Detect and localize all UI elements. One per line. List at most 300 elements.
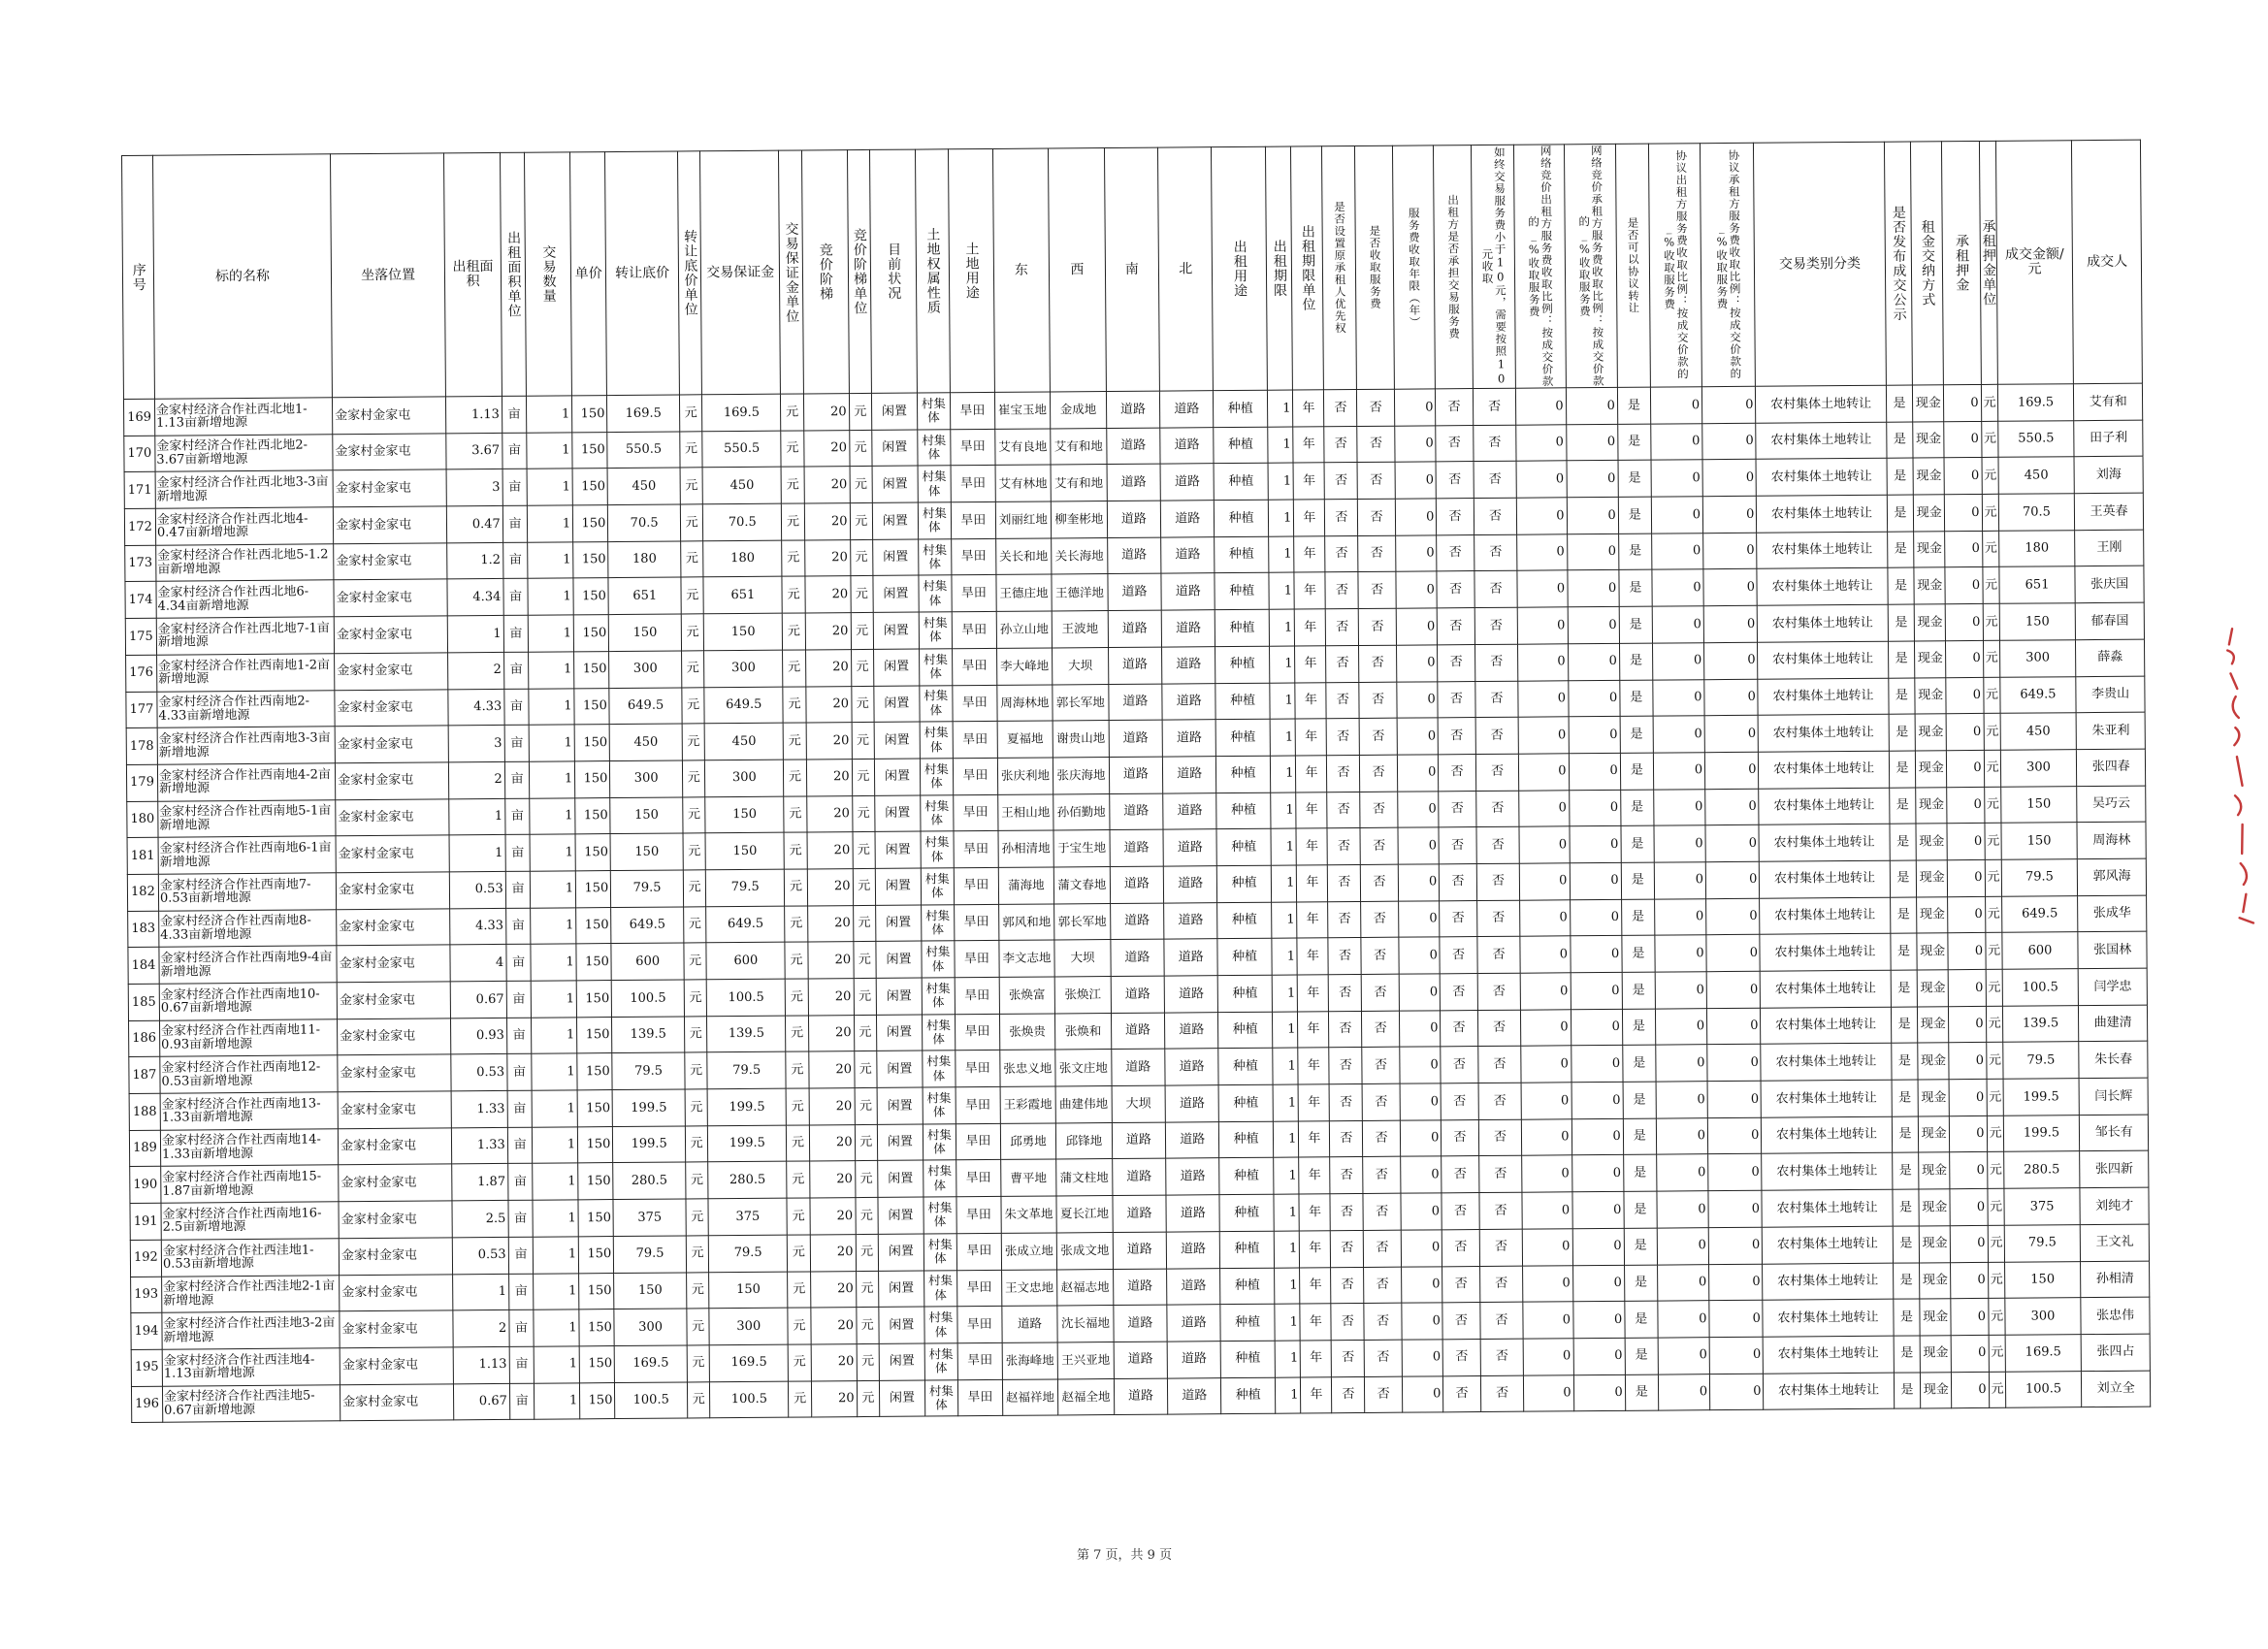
cell-area: 4.33 [450, 908, 506, 945]
cell-area-unit: 亩 [504, 689, 530, 726]
cell-status: 闲置 [874, 759, 920, 795]
cell-category: 农村集体土地转让 [1764, 1373, 1894, 1410]
cell-step-unit: 元 [857, 1343, 880, 1380]
cell-net-lessee-rate: 0 [1567, 534, 1619, 570]
cell-step-unit: 元 [849, 430, 872, 467]
col-header-fee: 是否收取服务费 [1355, 146, 1394, 389]
cell-area-unit: 亩 [507, 1164, 533, 1201]
cell-fee: 否 [1357, 463, 1395, 500]
cell-fee-years: 0 [1400, 1047, 1442, 1083]
cell-price: 150 [572, 469, 607, 505]
cell-net-lessor-rate: 0 [1517, 498, 1567, 534]
cell-west: 蒲文柱地 [1056, 1159, 1113, 1196]
cell-pay-method: 现金 [1913, 421, 1944, 458]
cell-south: 道路 [1107, 501, 1161, 537]
cell-pay-method: 现金 [1921, 1372, 1952, 1408]
cell-no: 191 [130, 1203, 161, 1240]
cell-min-fee: 否 [1475, 791, 1519, 827]
cell-fee: 否 [1362, 1083, 1400, 1120]
cell-base-unit: 元 [684, 980, 707, 1017]
cell-rent-use: 种植 [1219, 1084, 1274, 1121]
cell-lessor-fee: 否 [1436, 389, 1474, 426]
cell-net-lessee-rate: 0 [1572, 1228, 1625, 1265]
cell-term-unit: 年 [1300, 1304, 1331, 1341]
cell-fee-years: 0 [1402, 1303, 1443, 1340]
cell-lessor-fee: 否 [1442, 1229, 1480, 1266]
cell-fee: 否 [1359, 645, 1397, 682]
cell-min-fee: 否 [1474, 644, 1518, 681]
cell-net-lessor-rate: 0 [1517, 570, 1567, 607]
cell-agreement: 是 [1625, 1338, 1658, 1374]
col-header-qty: 交易数量 [525, 152, 572, 396]
cell-priority: 否 [1328, 864, 1361, 901]
cell-term-unit: 年 [1296, 828, 1327, 865]
cell-ownership: 村集体 [919, 649, 952, 686]
cell-pay-method: 现金 [1915, 677, 1946, 714]
cell-rent-use: 种植 [1215, 536, 1269, 573]
cell-south: 道路 [1110, 903, 1164, 940]
cell-east: 王德庄地 [996, 574, 1053, 611]
cell-location: 金家村金家屯 [333, 434, 446, 471]
cell-step: 20 [808, 1015, 854, 1051]
cell-term: 1 [1268, 536, 1294, 573]
cell-qty: 1 [527, 396, 572, 433]
cell-priority: 否 [1331, 1304, 1364, 1341]
cell-west: 关长海地 [1052, 537, 1108, 574]
cell-step-unit: 元 [850, 502, 873, 539]
cell-location: 金家村金家屯 [334, 616, 447, 654]
cell-amount: 649.5 [1999, 676, 2076, 713]
cell-net-lessee-rate: 0 [1571, 1118, 1624, 1155]
cell-step-unit: 元 [853, 942, 876, 979]
cell-priority: 否 [1331, 1267, 1364, 1304]
cell-step-unit: 元 [850, 539, 873, 576]
cell-term: 1 [1270, 683, 1296, 720]
cell-net-lessee-rate: 0 [1571, 1082, 1624, 1118]
cell-agr-lessor-rate: 0 [1658, 1301, 1710, 1338]
cell-priority: 否 [1330, 1157, 1363, 1194]
cell-net-lessor-rate: 0 [1516, 461, 1566, 498]
cell-agr-lessee-rate: 0 [1702, 496, 1757, 533]
cell-priority: 否 [1330, 1120, 1363, 1157]
col-header-amount: 成交金额/元 [1995, 141, 2074, 385]
cell-base-price: 150 [609, 614, 682, 651]
cell-min-fee: 否 [1480, 1302, 1524, 1339]
cell-publish: 是 [1893, 1299, 1920, 1336]
cell-area-unit: 亩 [509, 1383, 535, 1420]
cell-net-lessee-rate: 0 [1569, 790, 1621, 826]
cell-min-fee: 否 [1476, 900, 1520, 937]
cell-east: 李文志地 [999, 940, 1055, 977]
land-lease-table [121, 140, 2151, 1424]
cell-net-lessee-rate: 0 [1573, 1338, 1626, 1374]
cell-term: 1 [1274, 1194, 1300, 1231]
cell-west: 赵福全地 [1058, 1378, 1115, 1415]
cell-fee-years: 0 [1400, 1083, 1442, 1120]
cell-deposit: 450 [702, 468, 781, 504]
cell-west: 夏长江地 [1056, 1196, 1113, 1233]
cell-publish: 是 [1888, 604, 1915, 641]
cell-rent-use: 种植 [1219, 1194, 1274, 1231]
cell-base-price: 375 [613, 1199, 686, 1236]
cell-agr-lessee-rate: 0 [1709, 1264, 1764, 1301]
cell-agr-lessor-rate: 0 [1655, 935, 1707, 972]
cell-ownership: 村集体 [923, 1197, 956, 1234]
cell-name: 金家村经济合作社西南地3-3亩新增地源 [157, 727, 335, 764]
cell-south: 道路 [1112, 1159, 1166, 1196]
cell-buyer: 刘海 [2074, 457, 2143, 494]
cell-publish: 是 [1891, 970, 1918, 1007]
cell-lessor-fee: 否 [1442, 1156, 1479, 1193]
cell-fee: 否 [1359, 608, 1397, 645]
cell-publish: 是 [1893, 1189, 1920, 1226]
cell-land-use: 旱田 [954, 867, 998, 904]
cell-publish: 是 [1888, 641, 1915, 678]
cell-lessor-fee: 否 [1442, 1303, 1480, 1340]
cell-area: 1 [449, 798, 505, 835]
cell-area: 1.2 [447, 542, 503, 579]
cell-pledge-unit: 元 [1987, 1116, 2003, 1152]
cell-agr-lessee-rate: 0 [1709, 1337, 1764, 1374]
cell-agr-lessor-rate: 0 [1654, 789, 1706, 825]
cell-fee-years: 0 [1398, 900, 1440, 937]
cell-publish: 是 [1893, 1226, 1920, 1263]
cell-qty: 1 [530, 834, 575, 871]
cell-deposit: 199.5 [708, 1125, 787, 1162]
cell-step-unit: 元 [856, 1234, 879, 1271]
cell-name: 金家村经济合作社西南地2-4.33亩新增地源 [157, 690, 335, 728]
cell-agr-lessor-rate: 0 [1652, 569, 1704, 606]
cell-rent-use: 种植 [1218, 1049, 1273, 1085]
cell-base-unit: 元 [681, 614, 704, 651]
cell-term: 1 [1275, 1377, 1301, 1414]
cell-price: 150 [577, 1090, 612, 1127]
cell-area-unit: 亩 [506, 1018, 532, 1054]
cell-agr-lessee-rate: 0 [1705, 789, 1760, 825]
cell-step: 20 [809, 1088, 855, 1125]
cell-lessor-fee: 否 [1442, 1119, 1479, 1156]
cell-north: 道路 [1162, 646, 1216, 683]
cell-deposit: 600 [706, 942, 785, 979]
cell-south: 道路 [1111, 1013, 1165, 1050]
cell-term: 1 [1274, 1267, 1300, 1304]
cell-pledge: 0 [1945, 604, 1983, 641]
cell-pledge-unit: 元 [1989, 1335, 2005, 1372]
cell-agr-lessee-rate: 0 [1703, 533, 1758, 569]
cell-deposit: 150 [704, 613, 783, 650]
cell-south: 道路 [1113, 1232, 1167, 1269]
cell-priority: 否 [1326, 609, 1359, 646]
cell-step-unit: 元 [857, 1380, 880, 1417]
cell-rent-use: 种植 [1217, 902, 1272, 939]
cell-qty: 1 [528, 542, 573, 579]
cell-deposit-unit: 元 [783, 686, 806, 723]
cell-no: 196 [131, 1386, 162, 1423]
cell-no: 181 [127, 837, 158, 874]
cell-east: 王彩霞地 [1000, 1086, 1056, 1123]
col-header-net-lessor-rate: 网络竞价出租方服务费收取比例：按成交价款的_%收取服务费 [1514, 145, 1566, 388]
cell-base-unit: 元 [682, 687, 705, 724]
cell-term: 1 [1272, 938, 1298, 975]
cell-deposit: 100.5 [707, 979, 786, 1016]
cell-term-unit: 年 [1300, 1267, 1331, 1304]
cell-qty: 1 [529, 725, 574, 761]
cell-east: 周海林地 [997, 684, 1053, 721]
cell-deposit: 651 [703, 577, 782, 614]
col-header-lessor-fee: 出租方是否承担交易服务费 [1434, 146, 1473, 389]
cell-net-lessee-rate: 0 [1567, 570, 1619, 607]
cell-west: 邱锋地 [1056, 1122, 1113, 1159]
cell-base-price: 150 [610, 797, 683, 834]
cell-fee-years: 0 [1398, 827, 1440, 864]
cell-net-lessor-rate: 0 [1520, 899, 1570, 936]
cell-category: 农村集体土地转让 [1762, 1189, 1892, 1227]
cell-deposit: 79.5 [706, 869, 785, 906]
cell-west: 郭长军地 [1054, 903, 1111, 940]
cell-qty: 1 [530, 761, 575, 798]
cell-deposit-unit: 元 [785, 906, 808, 943]
cell-amount: 79.5 [2001, 859, 2078, 896]
cell-step-unit: 元 [849, 393, 872, 430]
cell-fee-years: 0 [1398, 864, 1440, 901]
cell-agreement: 是 [1624, 1228, 1657, 1265]
cell-rent-use: 种植 [1221, 1341, 1276, 1377]
cell-min-fee: 否 [1480, 1339, 1524, 1375]
cell-agreement: 是 [1617, 387, 1650, 424]
cell-priority: 否 [1325, 535, 1358, 572]
cell-fee-years: 0 [1399, 974, 1441, 1011]
cell-min-fee: 否 [1478, 1156, 1522, 1193]
cell-no: 183 [128, 911, 159, 948]
cell-north: 道路 [1161, 573, 1215, 610]
col-header-min-fee: 如终交易服务费小于10元，需要按照10元收取 [1471, 145, 1516, 388]
cell-step-unit: 元 [852, 795, 875, 832]
cell-publish: 是 [1889, 788, 1916, 824]
cell-west: 曲建伟地 [1055, 1086, 1112, 1123]
cell-pay-method: 现金 [1917, 933, 1948, 970]
cell-north: 道路 [1166, 1231, 1220, 1268]
cell-pay-method: 现金 [1918, 1043, 1949, 1080]
cell-qty: 1 [532, 1090, 577, 1127]
cell-pledge-unit: 元 [1988, 1225, 2004, 1262]
cell-area-unit: 亩 [506, 945, 532, 982]
cell-agreement: 是 [1620, 753, 1653, 790]
cell-ownership: 村集体 [918, 539, 951, 576]
cell-net-lessor-rate: 0 [1517, 534, 1567, 571]
cell-land-use: 旱田 [956, 1197, 1001, 1234]
cell-min-fee: 否 [1473, 425, 1516, 462]
cell-land-use: 旱田 [955, 1014, 999, 1051]
cell-agr-lessor-rate: 0 [1650, 387, 1702, 424]
cell-fee-years: 0 [1399, 1011, 1441, 1048]
cell-min-fee: 否 [1474, 571, 1518, 608]
cell-agr-lessee-rate: 0 [1706, 935, 1761, 972]
cell-agreement: 是 [1625, 1374, 1658, 1411]
cell-north: 道路 [1161, 610, 1215, 647]
cell-price: 150 [578, 1126, 613, 1163]
cell-priority: 否 [1326, 682, 1359, 719]
cell-deposit-unit: 元 [782, 503, 805, 540]
cell-min-fee: 否 [1474, 534, 1517, 571]
cell-rent-use: 种植 [1215, 500, 1269, 536]
cell-category: 农村集体土地转让 [1757, 568, 1887, 606]
cell-area-unit: 亩 [504, 798, 530, 835]
cell-deposit-unit: 元 [786, 1051, 809, 1088]
cell-net-lessor-rate: 0 [1516, 388, 1566, 425]
cell-east: 郭风和地 [998, 904, 1054, 941]
cell-fee: 否 [1360, 792, 1398, 828]
cell-area: 1.33 [451, 1090, 507, 1127]
cell-fee-years: 0 [1394, 426, 1436, 463]
cell-net-lessee-rate: 0 [1572, 1302, 1625, 1339]
cell-land-use: 旱田 [954, 831, 998, 868]
cell-lessor-fee: 否 [1442, 1193, 1479, 1230]
cell-area-unit: 亩 [503, 615, 529, 652]
cell-net-lessor-rate: 0 [1521, 1083, 1571, 1119]
cell-east: 李大峰地 [996, 648, 1053, 685]
cell-fee: 否 [1358, 499, 1396, 535]
cell-pledge-unit: 元 [1982, 494, 1998, 531]
cell-net-lessee-rate: 0 [1570, 899, 1622, 936]
cell-fee-years: 0 [1397, 791, 1439, 827]
cell-price: 150 [579, 1345, 614, 1382]
cell-location: 金家村金家屯 [336, 835, 449, 873]
cell-min-fee: 否 [1477, 973, 1521, 1010]
cell-net-lessee-rate: 0 [1569, 826, 1621, 863]
cell-area-unit: 亩 [503, 579, 529, 616]
cell-net-lessee-rate: 0 [1569, 753, 1621, 790]
cell-term: 1 [1270, 719, 1296, 756]
cell-ownership: 村集体 [917, 393, 950, 430]
cell-land-use: 旱田 [953, 758, 997, 794]
cell-agr-lessee-rate: 0 [1704, 715, 1759, 752]
cell-step-unit: 元 [856, 1198, 879, 1235]
cell-deposit: 169.5 [702, 394, 781, 431]
cell-pledge-unit: 元 [1982, 458, 1998, 495]
cell-north: 道路 [1164, 902, 1218, 939]
cell-buyer: 吴巧云 [2077, 786, 2146, 823]
cell-priority: 否 [1330, 1194, 1363, 1231]
cell-name: 金家村经济合作社西北地7-1亩新增地源 [156, 617, 334, 655]
col-header-land-use: 土地用途 [948, 148, 994, 392]
cell-agr-lessee-rate: 0 [1703, 569, 1758, 606]
cell-pledge-unit: 元 [1987, 1079, 2003, 1116]
cell-price: 150 [579, 1273, 614, 1310]
cell-east: 刘丽红地 [995, 501, 1052, 538]
col-header-agr-lessor-rate: 协议出租方服务费收取比例：按成交价款的_%收取服务费 [1648, 144, 1701, 387]
cell-area: 1.13 [453, 1346, 509, 1383]
cell-publish: 是 [1890, 824, 1917, 860]
cell-south: 道路 [1114, 1305, 1168, 1342]
cell-location: 金家村金家屯 [339, 1201, 452, 1239]
cell-base-unit: 元 [687, 1309, 710, 1345]
cell-price: 150 [576, 907, 611, 944]
cell-ownership: 村集体 [921, 868, 954, 905]
cell-buyer: 李贵山 [2076, 676, 2145, 713]
cell-no: 171 [124, 472, 155, 509]
cell-ownership: 村集体 [922, 1014, 955, 1051]
cell-buyer: 薛淼 [2076, 639, 2145, 676]
cell-pledge-unit: 元 [1984, 750, 2000, 787]
cell-base-unit: 元 [683, 833, 706, 870]
cell-price: 150 [577, 1053, 612, 1090]
cell-pay-method: 现金 [1920, 1299, 1951, 1336]
cell-step: 20 [810, 1198, 856, 1235]
cell-base-unit: 元 [685, 1089, 708, 1126]
cell-pay-method: 现金 [1917, 970, 1948, 1007]
cell-base-unit: 元 [684, 1016, 707, 1052]
cell-pay-method: 现金 [1913, 458, 1944, 495]
cell-pledge-unit: 元 [1983, 603, 1999, 640]
cell-step-unit: 元 [853, 905, 876, 942]
cell-rent-use: 种植 [1214, 390, 1268, 427]
cell-no: 194 [131, 1312, 162, 1349]
cell-agr-lessor-rate: 0 [1653, 753, 1705, 790]
cell-agreement: 是 [1620, 680, 1653, 717]
cell-area: 2 [448, 652, 504, 689]
cell-agr-lessee-rate: 0 [1708, 1154, 1763, 1191]
cell-net-lessee-rate: 0 [1568, 680, 1620, 717]
cell-term-unit: 年 [1294, 536, 1325, 573]
cell-buyer: 刘立全 [2082, 1371, 2151, 1407]
cell-price: 150 [578, 1200, 613, 1237]
cell-step-unit: 元 [855, 1087, 878, 1124]
cell-land-use: 旱田 [951, 501, 995, 538]
cell-net-lessor-rate: 0 [1523, 1302, 1572, 1339]
cell-south: 道路 [1109, 720, 1163, 757]
cell-east: 朱文革地 [1001, 1196, 1057, 1233]
cell-agreement: 是 [1619, 606, 1652, 643]
cell-land-use: 旱田 [952, 538, 996, 575]
cell-term: 1 [1270, 756, 1296, 792]
cell-land-use: 旱田 [953, 685, 997, 722]
cell-fee-years: 0 [1400, 1156, 1442, 1193]
cell-qty: 1 [534, 1346, 579, 1383]
cell-buyer: 张四占 [2082, 1334, 2151, 1371]
cell-pay-method: 现金 [1916, 751, 1947, 788]
cell-status: 闲置 [871, 393, 917, 430]
cell-term-unit: 年 [1300, 1231, 1331, 1268]
cell-term-unit: 年 [1293, 463, 1324, 500]
cell-rent-use: 种植 [1220, 1231, 1275, 1268]
cell-qty: 1 [531, 871, 576, 908]
cell-agr-lessee-rate: 0 [1708, 1227, 1763, 1264]
cell-location: 金家村金家屯 [338, 1054, 451, 1092]
cell-price: 150 [572, 432, 607, 469]
cell-agr-lessor-rate: 0 [1656, 1154, 1708, 1191]
cell-priority: 否 [1324, 390, 1357, 427]
cell-deposit-unit: 元 [785, 979, 808, 1016]
cell-price: 150 [578, 1236, 613, 1273]
cell-status: 闲置 [873, 612, 919, 649]
cell-net-lessor-rate: 0 [1524, 1339, 1573, 1375]
cell-location: 金家村金家屯 [336, 762, 449, 800]
cell-fee: 否 [1357, 389, 1395, 426]
cell-north: 道路 [1162, 683, 1216, 720]
cell-deposit-unit: 元 [787, 1125, 810, 1162]
cell-name: 金家村经济合作社西北地1-1.13亩新增地源 [154, 398, 332, 436]
cell-agr-lessor-rate: 0 [1657, 1227, 1709, 1264]
cell-east: 张焕贵 [999, 1014, 1055, 1051]
cell-step: 20 [807, 869, 853, 906]
cell-base-price: 79.5 [611, 870, 684, 907]
cell-amount: 199.5 [2003, 1115, 2080, 1151]
cell-publish: 是 [1890, 933, 1917, 970]
cell-category: 农村集体土地转让 [1759, 714, 1889, 752]
cell-priority: 否 [1332, 1376, 1365, 1413]
cell-lessor-fee: 否 [1441, 1047, 1478, 1083]
cell-pledge: 0 [1949, 1043, 1987, 1080]
